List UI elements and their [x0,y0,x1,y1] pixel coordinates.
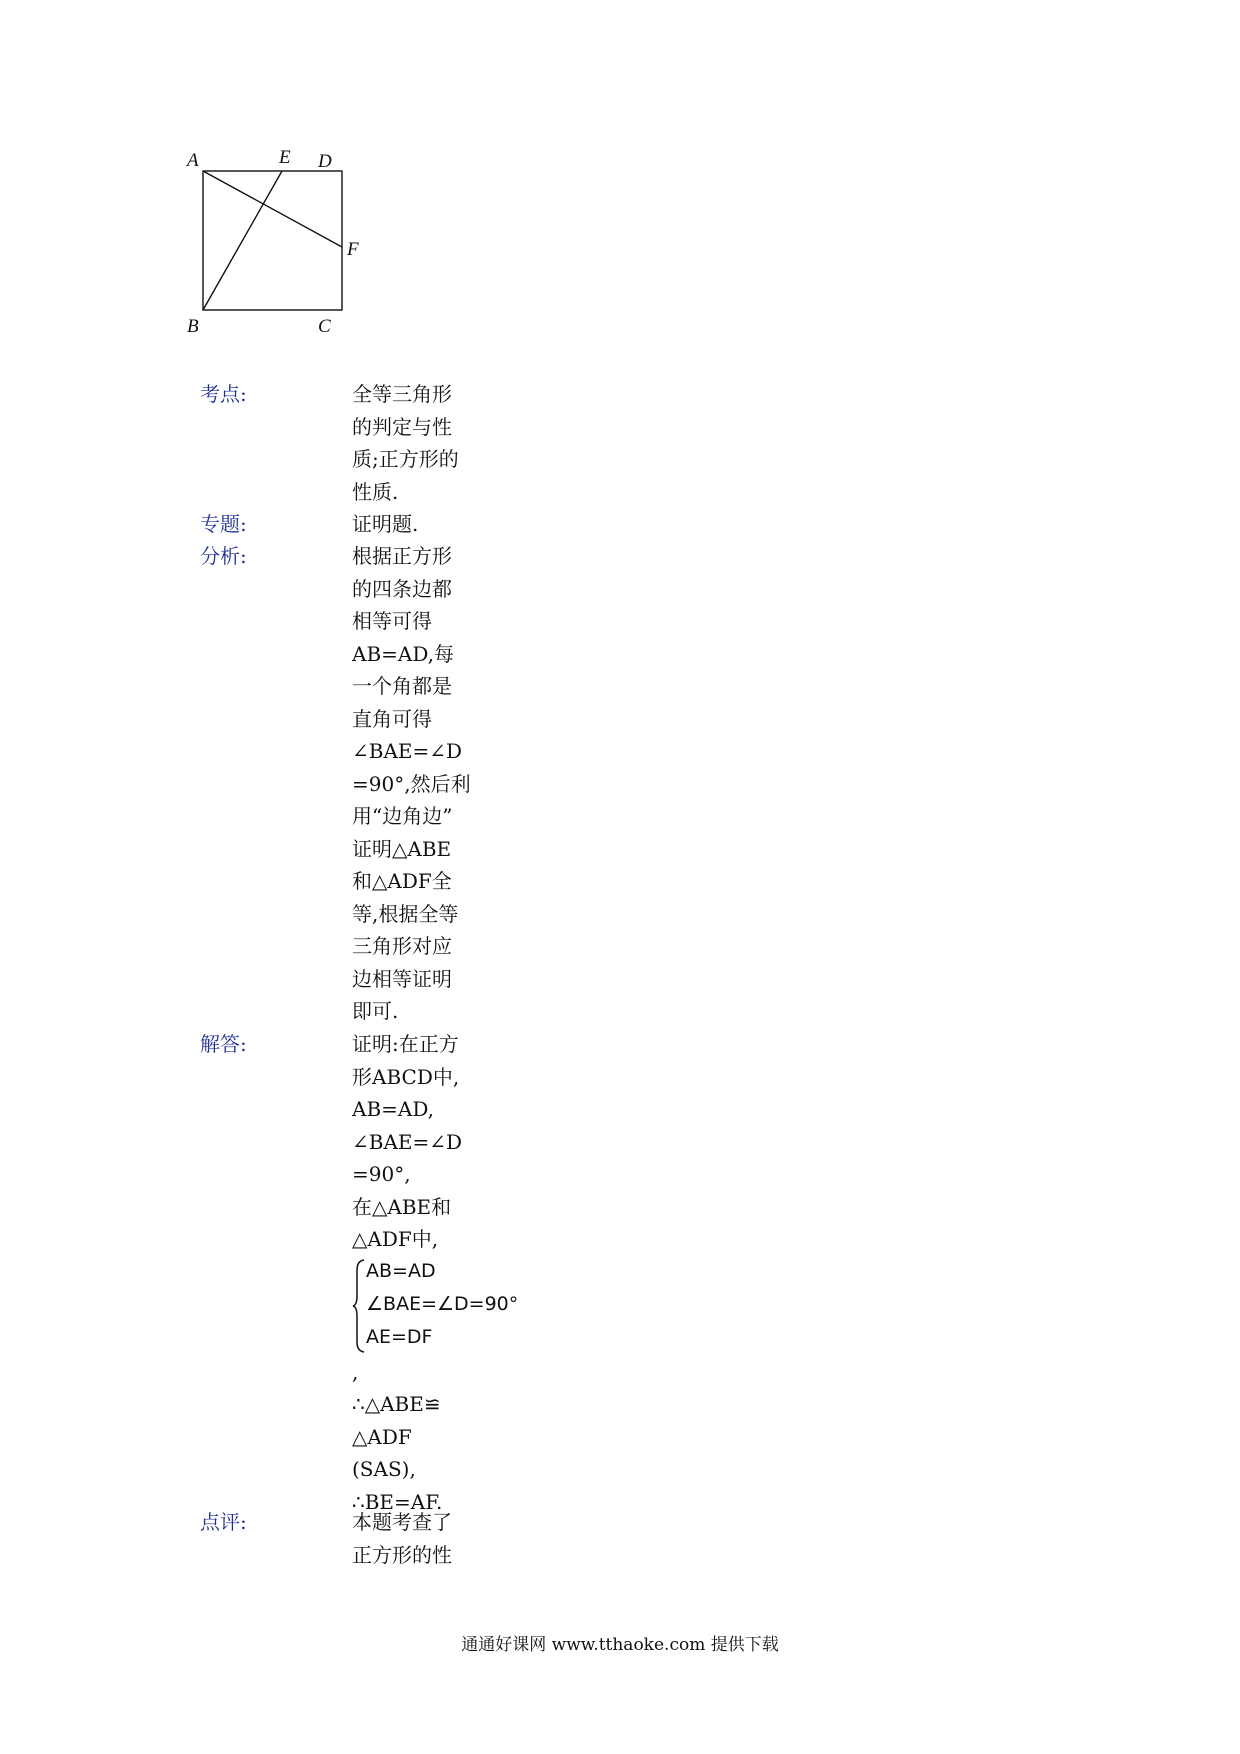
text-line: 正方形的性 [352,1542,452,1567]
jieda-content [352,1028,519,1518]
jieda-label: 解答: [200,1032,247,1056]
text-line: 本题考查了 [352,1510,452,1534]
text-line: 性质. [352,479,399,504]
kaodian-label: 考点: [200,382,247,406]
kaodian-content [352,378,492,508]
text-line: 直角可得 [352,706,432,731]
equation-line: ∠BAE=∠D=90° [366,1292,519,1315]
text-line: 根据正方形 [352,544,452,568]
text-line: 证明题. [352,512,419,536]
text-line: 在△ABE和 [352,1194,452,1219]
fenxi-label: 分析: [200,544,247,568]
text-line: 即可. [352,999,399,1023]
vertex-label-d: D [318,151,332,172]
text-line: 质;正方形的 [352,447,459,471]
square-abcd [203,171,342,310]
text-line: 等,根据全等 [352,901,459,926]
text-line: 形ABCD中, [352,1064,460,1089]
text-line: (SAS), [352,1457,416,1481]
text-line: AB=AD, [352,1097,435,1121]
text-line: 证明:在正方 [352,1032,459,1056]
text-line: ∴△ABE≌ [352,1392,441,1416]
text-line: ∠BAE=∠D [352,1129,463,1154]
text-line: 边相等证明 [352,966,452,991]
zhuanti-content [352,508,492,541]
text-line: 全等三角形 [352,382,452,406]
text-line: △ADF [352,1424,412,1449]
point-label-e: E [279,147,291,168]
page-footer: 通通好课网 www.tthaoke.com 提供下载 [461,1635,779,1655]
vertex-label-c: C [318,316,331,337]
text-line: ∠BAE=∠D [352,739,463,763]
text-line: 一个角都是 [352,674,452,698]
dianping-label: 点评: [200,1510,247,1534]
text-line: AB=AD,每 [352,641,455,666]
vertex-label-a: A [187,150,199,171]
text-line: 和△ADF全 [352,869,452,893]
text-line: , [352,1359,359,1384]
text-line: ∴BE=AF. [352,1489,443,1514]
equation-system [352,1256,519,1356]
text-line: △ADF中, [352,1227,439,1251]
text-line: =90°,然后利 [352,771,471,796]
text-line: 三角形对应 [352,934,452,958]
zhuanti-label: 专题: [200,512,247,536]
text-line: 用“边角边” [352,804,453,828]
text-line: 证明△ABE [352,836,452,861]
left-brace-icon [352,1258,366,1354]
equation-line: AB=AD [366,1259,436,1282]
geometry-figure [185,145,385,350]
segment-af [203,171,342,247]
text-line: =90°, [352,1162,411,1186]
text-line: 的判定与性 [352,414,452,439]
dianping-content [352,1506,492,1571]
point-label-f: F [347,239,359,260]
fenxi-content [352,540,492,1028]
text-line: 相等可得 [352,609,432,633]
text-line: 的四条边都 [352,576,452,601]
equation-line: AE=DF [366,1325,433,1348]
vertex-label-b: B [187,316,199,337]
